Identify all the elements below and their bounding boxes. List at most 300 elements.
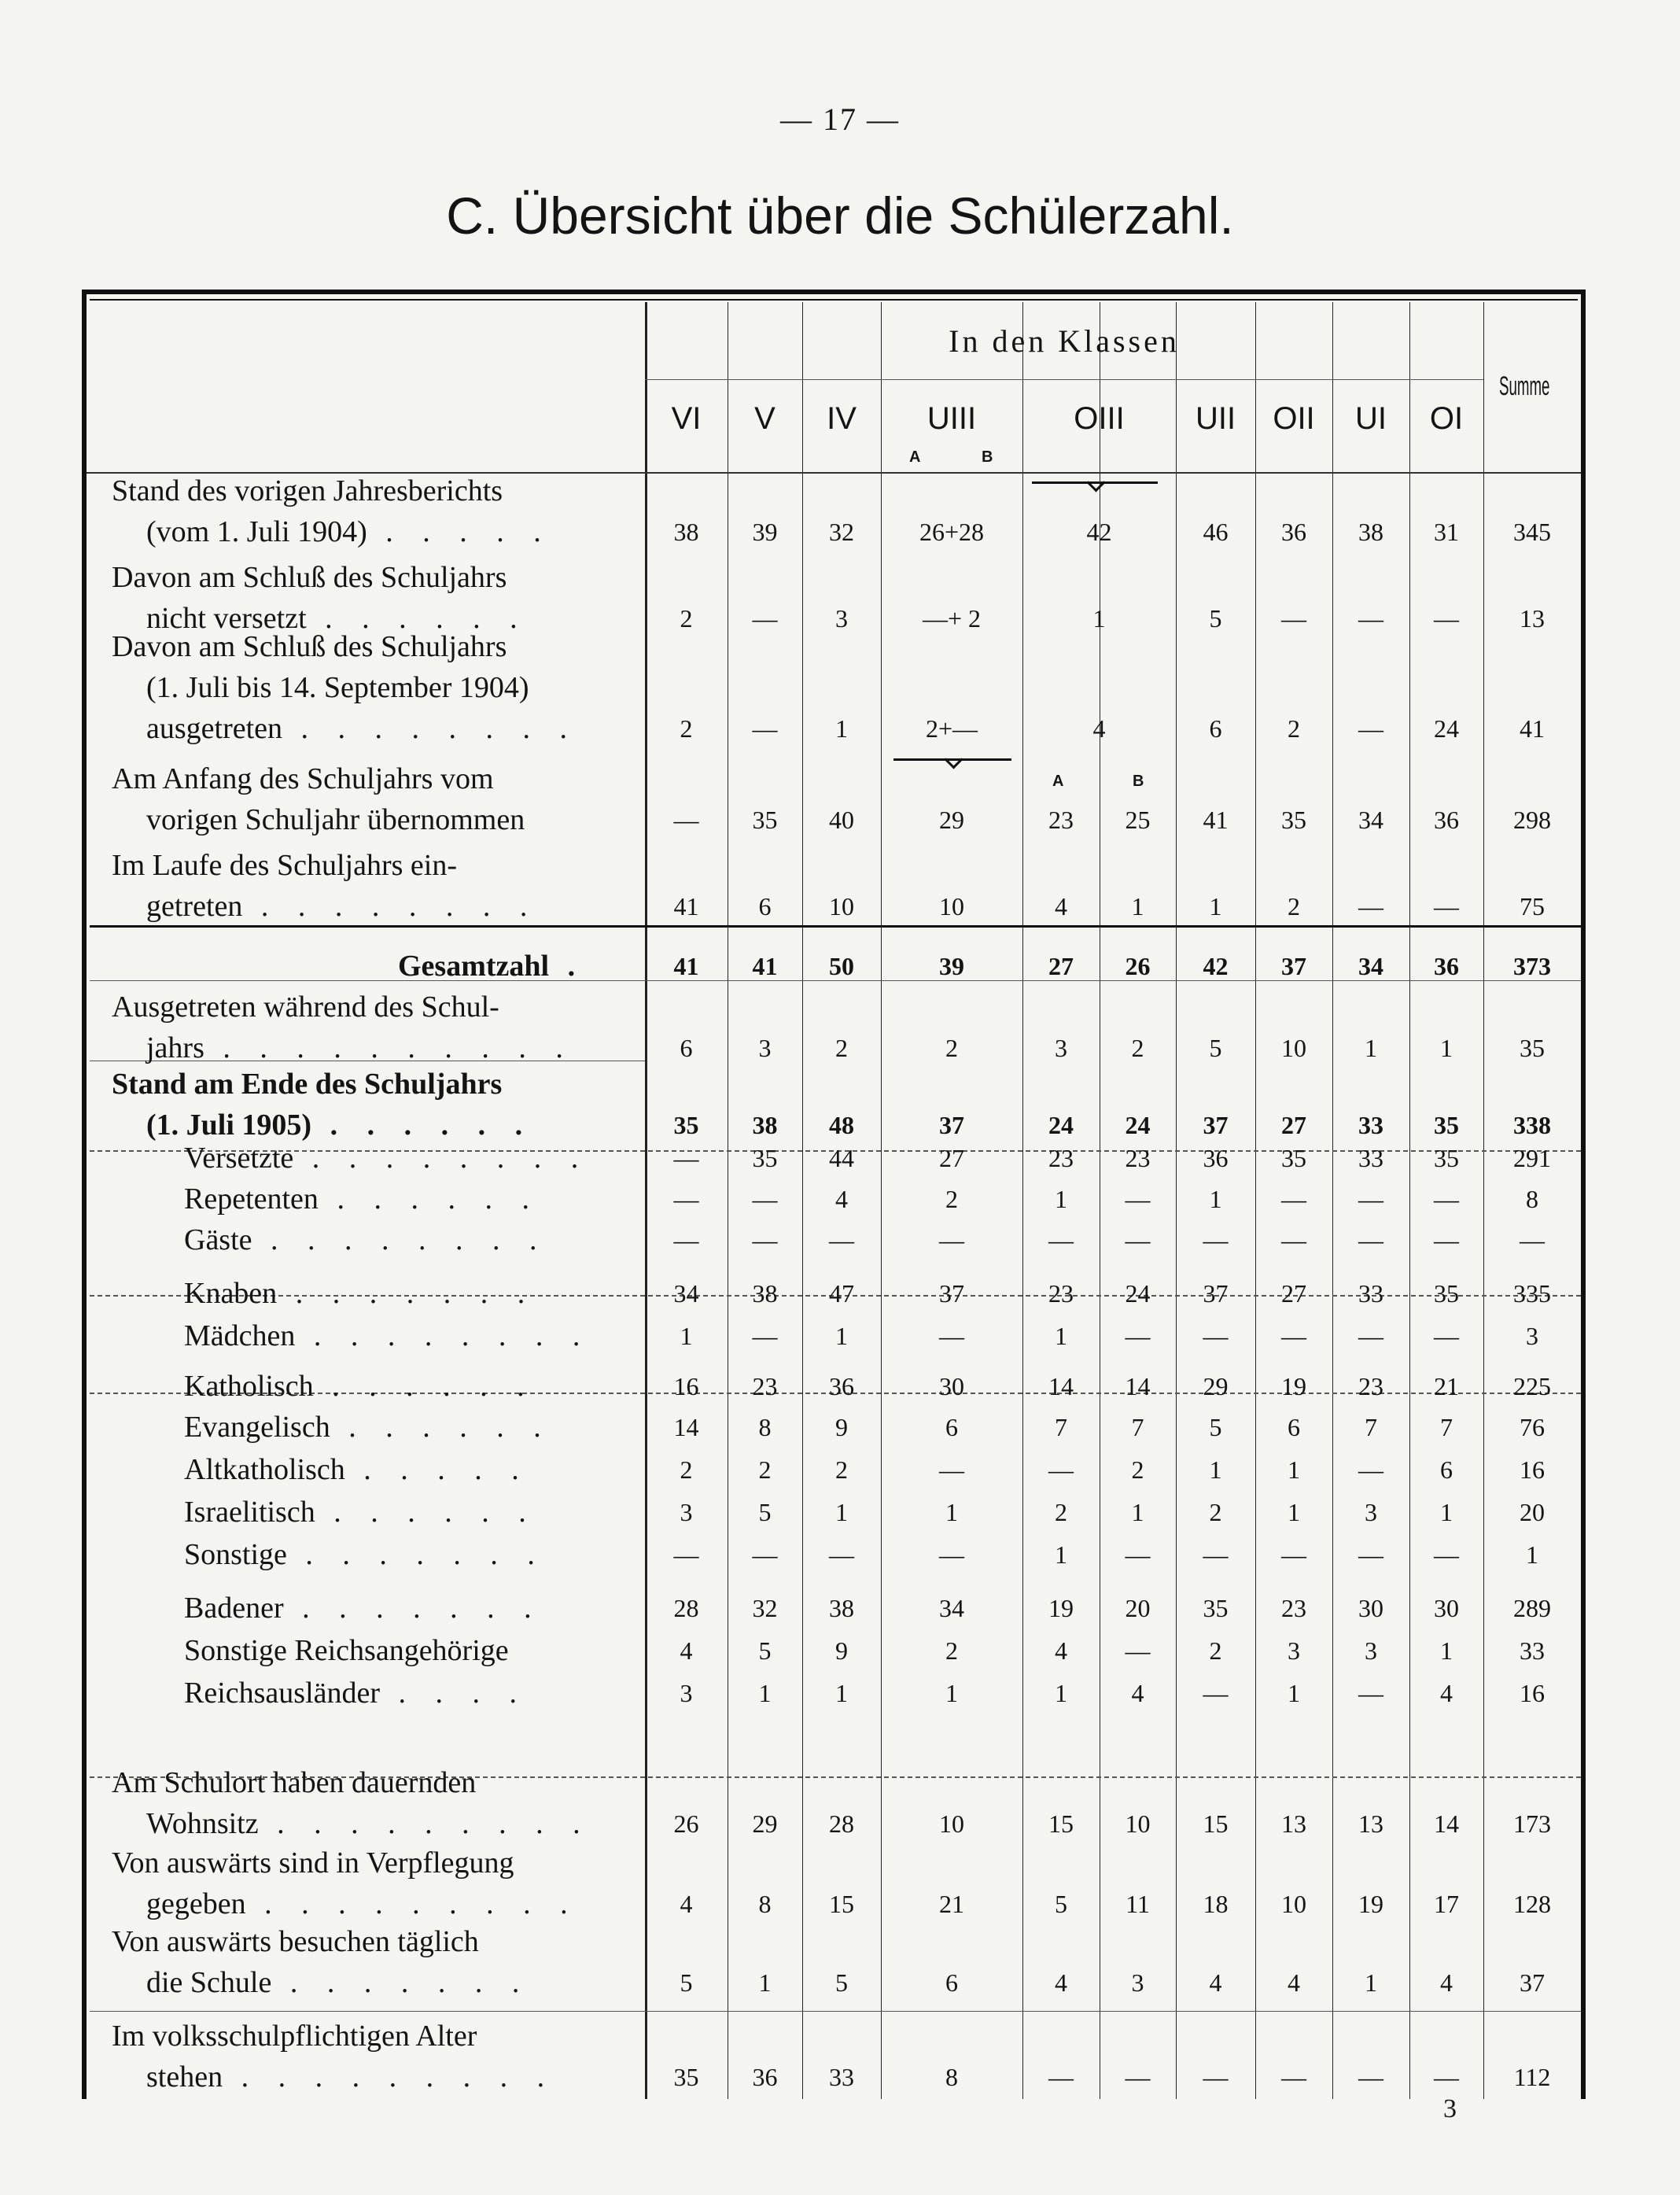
table-cell: — bbox=[1281, 1322, 1306, 1350]
leader-dots: . . . . . . bbox=[313, 1370, 536, 1403]
row-label-text: Von auswärts sind in Verpflegung bbox=[112, 1846, 514, 1880]
table-cell: 36 bbox=[752, 2063, 778, 2091]
table-cell: 15 bbox=[1048, 1809, 1074, 1838]
table-cell: — bbox=[1434, 1540, 1459, 1569]
row-label-text: Davon am Schluß des Schuljahrs bbox=[112, 561, 507, 594]
table-cell: — bbox=[939, 1226, 964, 1254]
section-separator bbox=[90, 2011, 1581, 2012]
table-cell: 225 bbox=[1513, 1372, 1551, 1400]
table-cell: 36 bbox=[1434, 952, 1459, 980]
table-cell: 8 bbox=[758, 1413, 772, 1441]
row-label-text: ausgetreten bbox=[146, 712, 283, 745]
table-cell: 30 bbox=[1434, 1594, 1459, 1622]
row-label-text: Reichsausländer bbox=[184, 1677, 381, 1710]
table-cell: 41 bbox=[673, 952, 699, 980]
table-cell: 38 bbox=[752, 1111, 778, 1139]
row-label bbox=[146, 1806, 591, 1841]
table-cell: 1 bbox=[1209, 1185, 1222, 1213]
table-cell: 23 bbox=[1281, 1594, 1306, 1622]
table-cell: 50 bbox=[829, 952, 854, 980]
row-label bbox=[184, 1276, 536, 1311]
table-cell: 35 bbox=[752, 806, 778, 834]
row-label bbox=[112, 629, 507, 664]
table-cell: 1 bbox=[835, 1322, 848, 1350]
row-label bbox=[112, 1846, 514, 1880]
row-label bbox=[184, 1591, 543, 1625]
leader-dots: . . . . . . bbox=[306, 602, 529, 635]
row-label bbox=[184, 1369, 536, 1404]
table-cell: — bbox=[1281, 1185, 1306, 1213]
table-cell: 14 bbox=[1048, 1372, 1074, 1400]
table-cell: 3 bbox=[758, 1034, 772, 1062]
table-cell: 112 bbox=[1513, 2063, 1551, 2091]
table-cell: 10 bbox=[1281, 1034, 1306, 1062]
table-cell: 4 bbox=[1131, 1679, 1144, 1707]
leader-dots: . . . . . . . . . bbox=[223, 2060, 556, 2094]
row-label-text: Stand des vorigen Jahresberichts bbox=[112, 474, 503, 507]
table-cell: 28 bbox=[673, 1594, 699, 1622]
table-cell: — bbox=[1358, 1185, 1383, 1213]
table-cell: 37 bbox=[939, 1279, 964, 1308]
table-cell: 5 bbox=[1209, 604, 1222, 633]
row-label bbox=[112, 1924, 479, 1959]
uiii-sub-b: B bbox=[982, 448, 993, 466]
row-label-text: Gesamtzahl bbox=[398, 950, 550, 983]
row-label-text: Sonstige bbox=[184, 1538, 287, 1571]
row-label bbox=[146, 711, 578, 746]
table-cell: 3 bbox=[1526, 1322, 1538, 1350]
table-cell: 373 bbox=[1513, 952, 1551, 980]
table-cell: 38 bbox=[829, 1594, 854, 1622]
table-cell: 24 bbox=[1434, 714, 1459, 743]
table-cell: — bbox=[752, 604, 778, 633]
table-cell: — bbox=[1358, 1322, 1383, 1350]
table-cell: 1 bbox=[1131, 892, 1144, 920]
section-separator bbox=[90, 925, 1581, 928]
table-cell: 37 bbox=[1281, 952, 1306, 980]
table-cell: 23 bbox=[752, 1372, 778, 1400]
row-label-text: Katholisch bbox=[184, 1370, 314, 1403]
table-cell: 6 bbox=[1440, 1455, 1453, 1484]
table-cell: 15 bbox=[1203, 1809, 1229, 1838]
row-label bbox=[146, 802, 525, 837]
table-cell: 13 bbox=[1281, 1809, 1306, 1838]
table-cell: 34 bbox=[1358, 806, 1383, 834]
table-cell: — bbox=[752, 1540, 778, 1569]
table-cell: 2 bbox=[835, 1034, 848, 1062]
table-cell: — bbox=[1434, 1322, 1459, 1350]
table-cell: 5 bbox=[680, 1968, 693, 1997]
table-cell: 18 bbox=[1203, 1890, 1229, 1918]
table-cell: — bbox=[673, 1185, 699, 1213]
row-label bbox=[184, 1633, 509, 1668]
oiii-sub-b: B bbox=[1133, 773, 1144, 790]
table-cell: 2 bbox=[680, 714, 693, 743]
column-header-vi: VI bbox=[671, 401, 702, 436]
row-label-text: Gäste bbox=[184, 1223, 252, 1256]
table-cell: 2 bbox=[1131, 1455, 1144, 1484]
row-label bbox=[146, 1887, 579, 1921]
table-cell: 1 bbox=[1440, 1034, 1453, 1062]
column-header-oii: OII bbox=[1273, 401, 1315, 436]
row-label bbox=[184, 1537, 546, 1572]
table-cell: 2+— bbox=[925, 714, 978, 743]
table-cell: 36 bbox=[1281, 518, 1306, 546]
leader-dots: . . . . . . . bbox=[271, 1966, 531, 1999]
table-cell: 4 bbox=[1440, 1679, 1453, 1707]
table-cell: 35 bbox=[1203, 1594, 1229, 1622]
table-cell: 32 bbox=[829, 518, 854, 546]
table-cell: 31 bbox=[1434, 518, 1459, 546]
table-cell: — bbox=[1358, 2063, 1383, 2091]
table-cell: 14 bbox=[673, 1413, 699, 1441]
table-cell: 10 bbox=[939, 892, 964, 920]
table-cell: 2 bbox=[1209, 1636, 1222, 1665]
table-cell: — bbox=[1125, 1185, 1151, 1213]
table-cell: — bbox=[752, 1226, 778, 1254]
table-cell: 1 bbox=[1209, 892, 1222, 920]
table-cell: 1 bbox=[835, 1498, 848, 1526]
table-cell: 23 bbox=[1358, 1372, 1383, 1400]
table-cell: — bbox=[939, 1540, 964, 1569]
table-cell: 2 bbox=[680, 604, 693, 633]
statistics-table bbox=[82, 290, 1586, 2099]
table-cell: 2 bbox=[1288, 714, 1300, 743]
table-cell: 28 bbox=[829, 1809, 854, 1838]
table-cell: 4 bbox=[1055, 1968, 1067, 1997]
table-cell: 10 bbox=[829, 892, 854, 920]
table-cell: 35 bbox=[1434, 1144, 1459, 1172]
table-cell: 4 bbox=[1055, 1636, 1067, 1665]
row-label-text: vorigen Schuljahr übernommen bbox=[146, 803, 525, 836]
header-divider bbox=[645, 379, 1483, 380]
table-cell: 35 bbox=[1434, 1279, 1459, 1308]
column-header-ui: UI bbox=[1355, 401, 1387, 436]
row-label bbox=[112, 1765, 476, 1800]
table-cell: 35 bbox=[1281, 806, 1306, 834]
table-cell: —+ 2 bbox=[922, 604, 982, 633]
leader-dots: . . . . . bbox=[367, 515, 552, 548]
row-label bbox=[184, 1141, 589, 1175]
table-cell: — bbox=[1125, 1540, 1151, 1569]
column-header-oiii: OIII bbox=[1074, 401, 1125, 436]
table-cell: 25 bbox=[1125, 806, 1151, 834]
table-cell: 20 bbox=[1125, 1594, 1151, 1622]
table-cell: 335 bbox=[1513, 1279, 1551, 1308]
table-cell: — bbox=[1520, 1226, 1545, 1254]
uiii-sub-a: A bbox=[909, 448, 921, 466]
row-label bbox=[146, 1965, 530, 2000]
table-cell: 33 bbox=[1358, 1111, 1383, 1139]
table-cell: 19 bbox=[1358, 1890, 1383, 1918]
table-cell: 1 bbox=[835, 1679, 848, 1707]
row-label-text: Israelitisch bbox=[184, 1496, 315, 1529]
table-cell: 2 bbox=[945, 1034, 958, 1062]
table-cell: — bbox=[829, 1540, 854, 1569]
table-cell: 1 bbox=[1365, 1968, 1377, 1997]
column-header-uii: UII bbox=[1195, 401, 1236, 436]
table-cell: 29 bbox=[752, 1809, 778, 1838]
table-cell: 27 bbox=[939, 1144, 964, 1172]
table-cell: — bbox=[1048, 1455, 1074, 1484]
table-cell: — bbox=[1125, 1322, 1151, 1350]
table-cell: 16 bbox=[1520, 1679, 1545, 1707]
table-cell: 41 bbox=[673, 892, 699, 920]
table-cell: 1 bbox=[1055, 1185, 1067, 1213]
row-label-text: stehen bbox=[146, 2060, 223, 2094]
leader-dots: . . . . . . . . bbox=[282, 712, 579, 745]
table-cell: 2 bbox=[758, 1455, 772, 1484]
table-cell: 6 bbox=[1288, 1413, 1300, 1441]
leader-dots: . . . . . . . . bbox=[293, 1142, 590, 1175]
table-cell: 41 bbox=[752, 952, 778, 980]
table-cell: 26 bbox=[673, 1809, 699, 1838]
row-label bbox=[146, 889, 538, 924]
table-cell: 23 bbox=[1125, 1144, 1151, 1172]
table-cell: 11 bbox=[1126, 1890, 1150, 1918]
table-cell: 36 bbox=[829, 1372, 854, 1400]
table-cell: 4 bbox=[1209, 1968, 1222, 1997]
table-cell: 1 bbox=[1440, 1636, 1453, 1665]
table-cell: 2 bbox=[1131, 1034, 1144, 1062]
leader-dots: . . . . . bbox=[344, 1453, 530, 1486]
row-label-text: Badener bbox=[184, 1592, 284, 1625]
row-label bbox=[184, 1319, 591, 1353]
table-cell: 35 bbox=[752, 1144, 778, 1172]
table-cell: 16 bbox=[673, 1372, 699, 1400]
leader-dots: . . . . . . . bbox=[286, 1538, 546, 1571]
table-cell: 19 bbox=[1281, 1372, 1306, 1400]
row-label-text: nicht versetzt bbox=[146, 602, 307, 635]
table-cell: 1 bbox=[1288, 1455, 1300, 1484]
table-cell: 1 bbox=[945, 1679, 958, 1707]
table-cell: 5 bbox=[1209, 1413, 1222, 1441]
table-cell: 3 bbox=[680, 1498, 693, 1526]
table-cell: 36 bbox=[1434, 806, 1459, 834]
table-cell: 8 bbox=[945, 2063, 958, 2091]
table-cell: — bbox=[1125, 1636, 1151, 1665]
leader-dots: . . . . . . . . bbox=[242, 890, 539, 923]
table-cell: — bbox=[1358, 1540, 1383, 1569]
table-cell: 40 bbox=[829, 806, 854, 834]
table-cell: — bbox=[1203, 2063, 1229, 2091]
row-label bbox=[146, 1108, 533, 1142]
table-cell: 37 bbox=[1203, 1279, 1229, 1308]
oiii-brace-top bbox=[1032, 475, 1158, 484]
table-cell: 1 bbox=[758, 1968, 772, 1997]
table-cell: 4 bbox=[1092, 714, 1106, 743]
column-header-iv: IV bbox=[827, 401, 857, 436]
row-label-text: Im Laufe des Schuljahrs ein- bbox=[112, 849, 457, 882]
table-cell: — bbox=[673, 806, 699, 834]
table-cell: 37 bbox=[939, 1111, 964, 1139]
row-label bbox=[184, 1410, 552, 1444]
table-cell: — bbox=[752, 1185, 778, 1213]
table-cell: 17 bbox=[1434, 1890, 1459, 1918]
table-cell: 1 bbox=[1288, 1498, 1300, 1526]
footer-signature: 3 bbox=[1443, 2094, 1457, 2123]
table-cell: — bbox=[1048, 2063, 1074, 2091]
table-cell: 8 bbox=[1526, 1185, 1538, 1213]
table-cell: 7 bbox=[1365, 1413, 1377, 1441]
table-cell: 41 bbox=[1520, 714, 1545, 743]
row-label-text: (1. Juli bis 14. September 1904) bbox=[146, 671, 529, 704]
page-title: C. Übersicht über die Schülerzahl. bbox=[446, 186, 1234, 245]
table-cell: 1 bbox=[1440, 1498, 1453, 1526]
table-cell: 3 bbox=[1288, 1636, 1300, 1665]
column-header-uiii: UIII bbox=[927, 401, 977, 436]
table-cell: 26 bbox=[1125, 952, 1151, 980]
row-label bbox=[112, 762, 494, 796]
table-cell: 1 bbox=[680, 1322, 693, 1350]
table-cell: 29 bbox=[939, 806, 964, 834]
table-cell: 2 bbox=[1288, 892, 1300, 920]
row-label bbox=[146, 1031, 574, 1065]
table-cell: 6 bbox=[945, 1413, 958, 1441]
table-cell: — bbox=[1434, 892, 1459, 920]
table-cell: 37 bbox=[1520, 1968, 1545, 1997]
table-cell: 13 bbox=[1520, 604, 1545, 633]
row-label-text: jahrs bbox=[146, 1031, 204, 1064]
table-cell: 38 bbox=[673, 518, 699, 546]
table-cell: 16 bbox=[1520, 1455, 1545, 1484]
table-cell: 3 bbox=[1131, 1968, 1144, 1997]
table-cell: 20 bbox=[1520, 1498, 1545, 1526]
row-label bbox=[112, 1067, 502, 1101]
row-label bbox=[146, 2060, 555, 2094]
table-cell: — bbox=[1358, 1679, 1383, 1707]
table-cell: — bbox=[1358, 604, 1383, 633]
table-cell: 3 bbox=[1055, 1034, 1067, 1062]
leader-dots: . . . . . . . . . . bbox=[204, 1031, 574, 1064]
table-cell: — bbox=[1203, 1540, 1229, 1569]
table-cell: 27 bbox=[1048, 952, 1074, 980]
table-cell: 35 bbox=[673, 1111, 699, 1139]
table-cell: 23 bbox=[1048, 806, 1074, 834]
table-cell: 10 bbox=[1125, 1809, 1151, 1838]
table-cell: — bbox=[1358, 1455, 1383, 1484]
table-cell: 4 bbox=[835, 1185, 848, 1213]
table-cell: 6 bbox=[680, 1034, 693, 1062]
row-label-text: Mädchen bbox=[184, 1319, 296, 1352]
table-cell: 7 bbox=[1055, 1413, 1067, 1441]
table-cell: 32 bbox=[752, 1594, 778, 1622]
table-cell: 2 bbox=[680, 1455, 693, 1484]
table-cell: 2 bbox=[835, 1455, 848, 1484]
leader-dots: . . . . . . bbox=[330, 1411, 552, 1444]
table-cell: 1 bbox=[1131, 1498, 1144, 1526]
table-cell: 7 bbox=[1131, 1413, 1144, 1441]
table-cell: 1 bbox=[1365, 1034, 1377, 1062]
table-cell: 291 bbox=[1513, 1144, 1551, 1172]
table-cell: 35 bbox=[673, 2063, 699, 2091]
table-cell: 21 bbox=[939, 1890, 964, 1918]
table-cell: 5 bbox=[758, 1498, 772, 1526]
row-label-text: Versetzte bbox=[184, 1142, 294, 1175]
row-label-text: Knaben bbox=[184, 1277, 278, 1310]
table-cell: — bbox=[1434, 1185, 1459, 1213]
row-label-text: Altkatholisch bbox=[184, 1453, 345, 1486]
leader-dots: . . . . . . . . bbox=[295, 1319, 591, 1352]
table-cell: 1 bbox=[1055, 1540, 1067, 1569]
table-cell: — bbox=[1281, 2063, 1306, 2091]
table-cell: 26+28 bbox=[919, 518, 985, 546]
row-label-text: getreten bbox=[146, 890, 243, 923]
table-cell: 19 bbox=[1048, 1594, 1074, 1622]
column-header-oi: OI bbox=[1429, 401, 1464, 436]
table-cell: 2 bbox=[1209, 1498, 1222, 1526]
row-label-text: Repetenten bbox=[184, 1182, 319, 1216]
table-cell: 33 bbox=[829, 2063, 854, 2091]
row-label bbox=[112, 560, 507, 595]
row-label bbox=[112, 848, 457, 883]
leader-dots: . . . . bbox=[380, 1677, 529, 1710]
row-label-text: (1. Juli 1905) bbox=[146, 1109, 312, 1142]
table-cell: 1 bbox=[945, 1498, 958, 1526]
table-cell: 27 bbox=[1281, 1111, 1306, 1139]
table-cell: 29 bbox=[1203, 1372, 1229, 1400]
table-cell: — bbox=[1125, 2063, 1151, 2091]
table-cell: 46 bbox=[1203, 518, 1229, 546]
table-cell: 35 bbox=[1520, 1034, 1545, 1062]
table-cell: 76 bbox=[1520, 1413, 1545, 1441]
table-cell: — bbox=[829, 1226, 854, 1254]
table-cell: 1 bbox=[1055, 1679, 1067, 1707]
table-cell: 2 bbox=[1055, 1498, 1067, 1526]
row-label bbox=[184, 1223, 548, 1257]
table-cell: 5 bbox=[1055, 1890, 1067, 1918]
row-label-text: Am Anfang des Schuljahrs vom bbox=[112, 762, 494, 795]
table-cell: 13 bbox=[1358, 1809, 1383, 1838]
row-label-text: Evangelisch bbox=[184, 1411, 330, 1444]
row-label bbox=[112, 2019, 477, 2053]
table-cell: 1 bbox=[1288, 1679, 1300, 1707]
table-cell: 4 bbox=[1288, 1968, 1300, 1997]
table-cell: 14 bbox=[1434, 1809, 1459, 1838]
table-cell: 23 bbox=[1048, 1144, 1074, 1172]
table-cell: — bbox=[1358, 1226, 1383, 1254]
table-cell: 48 bbox=[829, 1111, 854, 1139]
oiii-sub-a: A bbox=[1052, 773, 1064, 790]
row-label-text: die Schule bbox=[146, 1966, 272, 1999]
table-cell: 3 bbox=[1365, 1498, 1377, 1526]
table-cell: 33 bbox=[1358, 1279, 1383, 1308]
table-cell: — bbox=[752, 1322, 778, 1350]
table-cell: 14 bbox=[1125, 1372, 1151, 1400]
table-cell: — bbox=[1358, 714, 1383, 743]
row-label bbox=[184, 1452, 530, 1487]
table-cell: — bbox=[939, 1322, 964, 1350]
summe-label: Summe bbox=[1499, 371, 1550, 401]
table-cell: — bbox=[1203, 1322, 1229, 1350]
table-cell: 24 bbox=[1125, 1111, 1151, 1139]
table-cell: — bbox=[1203, 1679, 1229, 1707]
table-cell: 23 bbox=[1048, 1279, 1074, 1308]
table-cell: 34 bbox=[939, 1594, 964, 1622]
table-cell: 33 bbox=[1520, 1636, 1545, 1665]
row-label-text: Stand am Ende des Schuljahrs bbox=[112, 1068, 503, 1101]
table-cell: 1 bbox=[758, 1679, 772, 1707]
row-label bbox=[112, 990, 499, 1024]
table-cell: 75 bbox=[1520, 892, 1545, 920]
table-cell: — bbox=[673, 1226, 699, 1254]
table-cell: 345 bbox=[1513, 518, 1551, 546]
table-cell: 4 bbox=[1055, 892, 1067, 920]
leader-dots: . . . . . . bbox=[311, 1109, 534, 1142]
table-cell: 34 bbox=[673, 1279, 699, 1308]
table-cell: — bbox=[1281, 604, 1306, 633]
table-cell: 173 bbox=[1513, 1809, 1551, 1838]
